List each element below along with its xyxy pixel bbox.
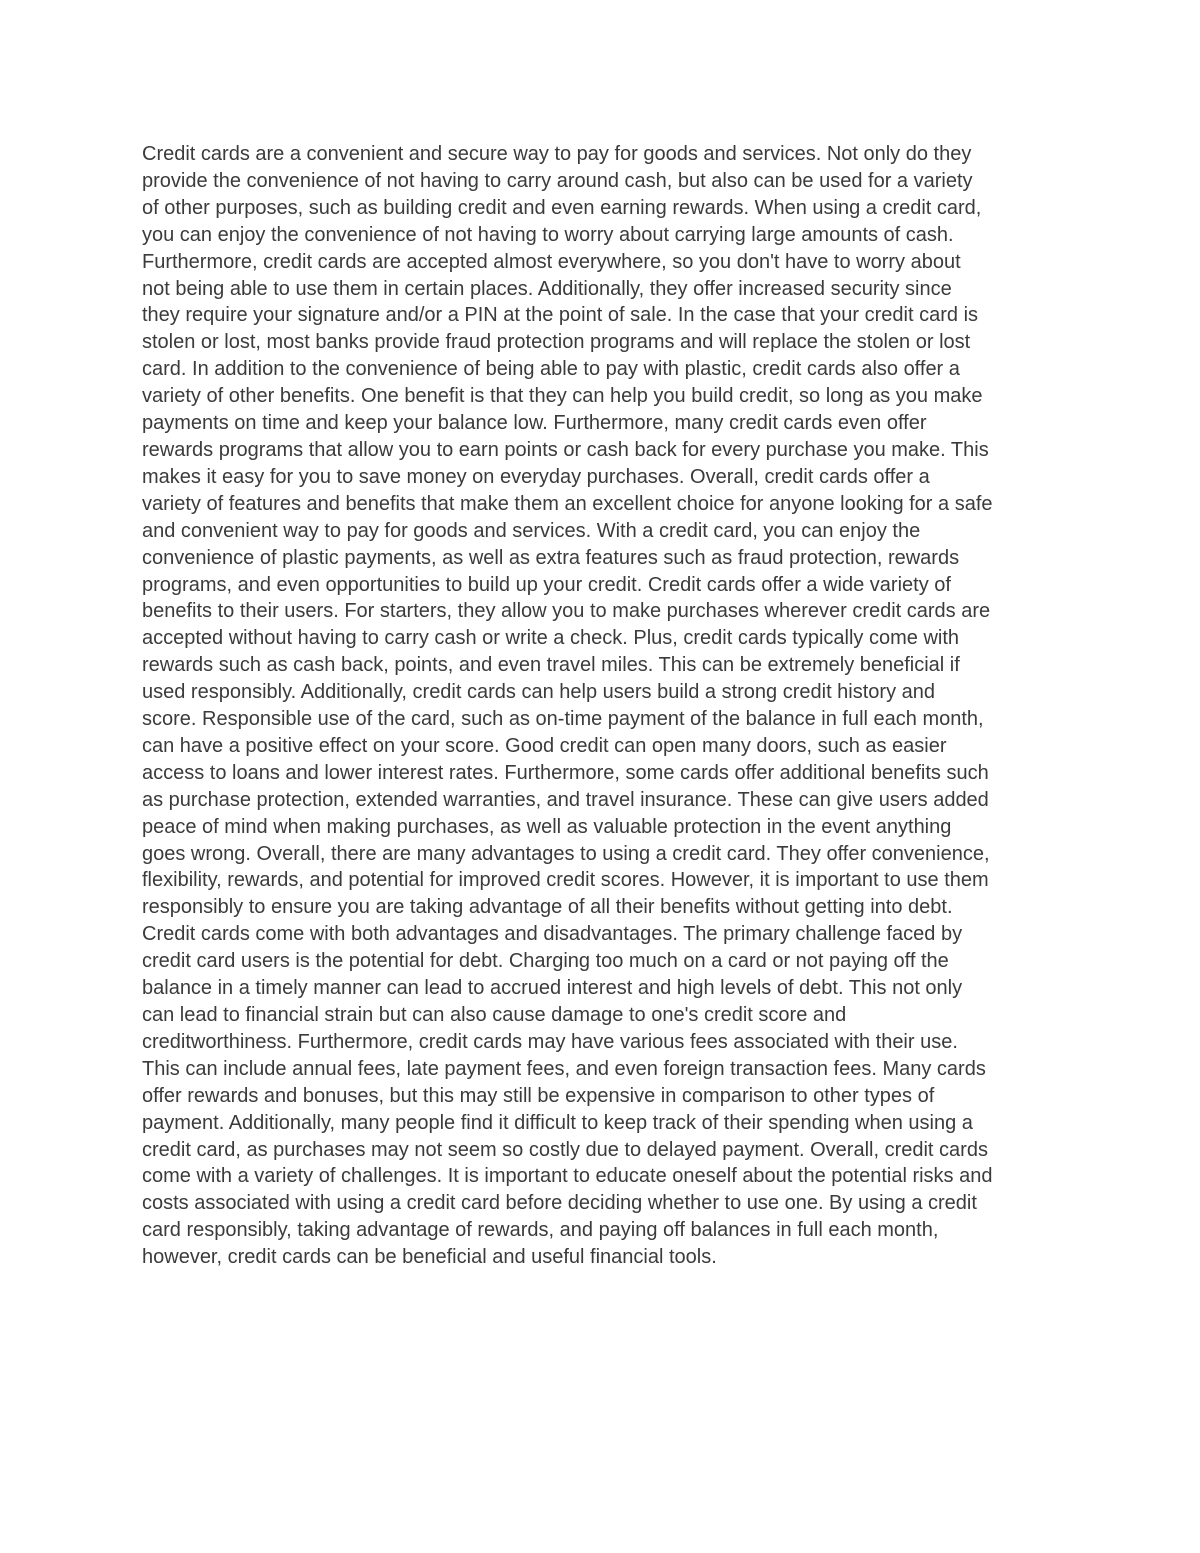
- text-line: accepted without having to carry cash or write a check. Plus, credit cards typically come with: [142, 627, 960, 650]
- text-line: can lead to financial strain but can also cause damage to one's credit score and: [142, 1004, 847, 1026]
- text-line: come with a variety of challenges. It is important to educate oneself about the potential risks and: [142, 1165, 993, 1188]
- text-line: offer rewards and bonuses, but this may still be expensive in comparison to other types of: [142, 1084, 935, 1107]
- text-line: and convenient way to pay for goods and services. With a credit card, you can enjoy the: [142, 519, 921, 542]
- text-line: credit card, as purchases may not seem so costly due to delayed payment. Overall, credit cards: [142, 1138, 988, 1161]
- text-line: Credit cards come with both advantages and disadvantages. The primary challenge faced by: [142, 923, 963, 946]
- text-line: programs, and even opportunities to build up your credit. Credit cards offer a wide variety of: [142, 573, 951, 596]
- text-line: peace of mind when making purchases, as well as valuable protection in the event anything: [142, 815, 952, 838]
- text-line: makes it easy for you to save money on everyday purchases. Overall, credit cards offer a: [142, 465, 930, 488]
- text-line: goes wrong. Overall, there are many advantages to using a credit card. They offer convenience,: [142, 842, 990, 865]
- text-line: variety of features and benefits that make them an excellent choice for anyone looking for a safe: [142, 492, 993, 515]
- text-line: access to loans and lower interest rates. Furthermore, some cards offer additional benefits such: [142, 761, 989, 784]
- text-line: benefits to their users. For starters, they allow you to make purchases wherever credit cards are: [142, 600, 991, 623]
- text-line: score. Responsible use of the card, such as on-time payment of the balance in full each month,: [142, 708, 984, 731]
- text-line: card responsibly, taking advantage of rewards, and paying off balances in full each month,: [142, 1219, 939, 1242]
- text-line: not being able to use them in certain places. Additionally, they offer increased security since: [142, 277, 952, 300]
- text-line: Credit cards are a convenient and secure way to pay for goods and services. Not only do they: [142, 143, 972, 165]
- text-line: payments on time and keep your balance low. Furthermore, many credit cards even offer: [142, 412, 927, 435]
- text-line: they require your signature and/or a PIN at the point of sale. In the case that your credit card is: [142, 304, 979, 327]
- text-line: credit card users is the potential for debt. Charging too much on a card or not paying off the: [142, 950, 949, 973]
- text-line: rewards programs that allow you to earn points or cash back for every purchase you make. This: [142, 438, 989, 461]
- text-line: provide the convenience of not having to carry around cash, but also can be used for a variety: [142, 169, 973, 192]
- text-line: of other purposes, such as building credit and even earning rewards. When using a credit card,: [142, 196, 982, 219]
- text-line: flexibility, rewards, and potential for improved credit scores. However, it is important to use them: [142, 869, 989, 892]
- text-line: you can enjoy the convenience of not having to worry about carrying large amounts of cash.: [142, 223, 954, 246]
- text-line: responsibly to ensure you are taking advantage of all their benefits without getting into debt.: [142, 896, 953, 919]
- text-line: can have a positive effect on your score. Good credit can open many doors, such as easier: [142, 734, 947, 757]
- text-line: costs associated with using a credit card before deciding whether to use one. By using a credit: [142, 1192, 977, 1215]
- text-line: however, credit cards can be beneficial and useful financial tools.: [142, 1246, 717, 1269]
- text-line: as purchase protection, extended warranties, and travel insurance. These can give users added: [142, 788, 989, 811]
- text-line: This can include annual fees, late payment fees, and even foreign transaction fees. Many cards: [142, 1057, 986, 1080]
- text-line: stolen or lost, most banks provide fraud protection programs and will replace the stolen or lost: [142, 331, 971, 354]
- body-paragraph: [142, 141, 1082, 1271]
- text-line: Furthermore, credit cards are accepted almost everywhere, so you don't have to worry about: [142, 250, 961, 273]
- text-line: creditworthiness. Furthermore, credit cards may have various fees associated with their use.: [142, 1030, 958, 1053]
- text-line: used responsibly. Additionally, credit cards can help users build a strong credit history and: [142, 681, 936, 704]
- text-line: payment. Additionally, many people find it difficult to keep track of their spending when using a: [142, 1111, 973, 1134]
- text-line: balance in a timely manner can lead to accrued interest and high levels of debt. This not only: [142, 977, 963, 1000]
- text-line: convenience of plastic payments, as well as extra features such as fraud protection, rewards: [142, 546, 960, 569]
- text-line: rewards such as cash back, points, and even travel miles. This can be extremely beneficial if: [142, 654, 960, 677]
- text-line: variety of other benefits. One benefit is that they can help you build credit, so long as you make: [142, 385, 983, 408]
- text-line: card. In addition to the convenience of being able to pay with plastic, credit cards also offer a: [142, 358, 960, 381]
